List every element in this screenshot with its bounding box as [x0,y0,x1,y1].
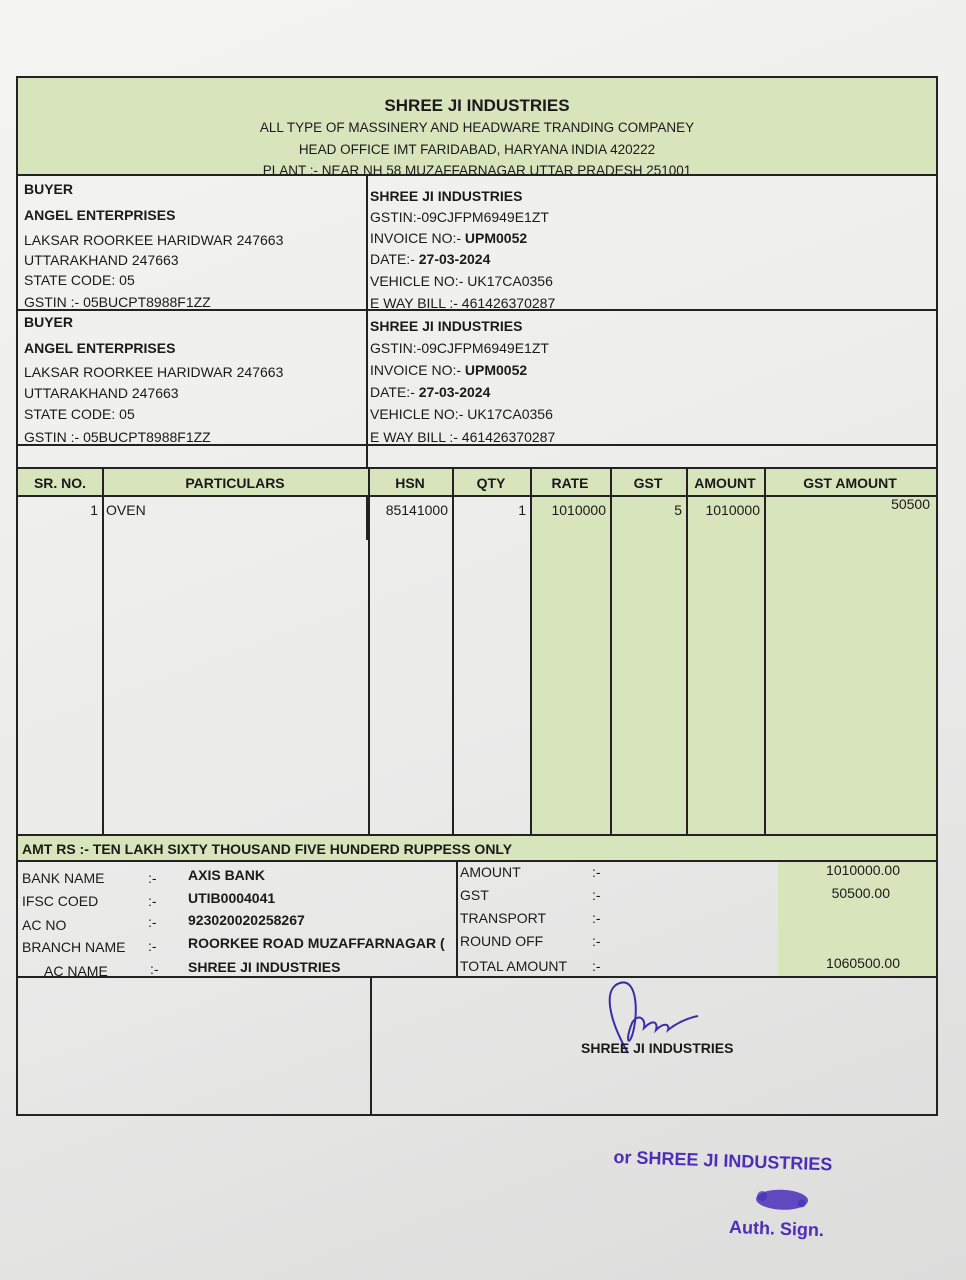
bank-name-value: AXIS BANK [188,867,266,883]
eway-bill: E WAY BILL :- 461426370287 [370,295,556,311]
divider [18,174,936,176]
table-header-amount: AMOUNT [694,475,756,491]
company-name: SHREE JI INDUSTRIES [384,96,570,115]
divider [686,469,688,835]
ac-name-label: AC NAME [44,963,108,979]
invoice-date-label: DATE:- [370,384,415,400]
invoice-number-label: INVOICE NO:- [370,230,462,246]
invoice [16,76,938,1116]
buyer-state-code: STATE CODE: 05 [24,272,135,288]
divider [368,469,370,835]
buyer-label: BUYER [24,181,74,197]
head-office: HEAD OFFICE IMT FARIDABAD, HARYANA INDIA 420222 [298,142,656,157]
amount-in-words: AMT RS :- TEN LAKH SIXTY THOUSAND FIVE HUNDERD RUPPESS ONLY [22,841,513,857]
total-gst-sep: :- [592,887,601,903]
buyer-name: ANGEL ENTERPRISES [24,340,176,356]
invoice-number [370,230,527,246]
authorized-stamp [610,1141,854,1259]
divider [456,860,458,978]
table-header-gst: GST [633,475,663,491]
buyer-address-line2: UTTARAKHAND 247663 [24,252,179,268]
vehicle-number: VEHICLE NO:- UK17CA0356 [370,273,553,289]
cell-hsn: 85141000 [385,502,448,518]
total-gst-value: 50500.00 [831,885,890,901]
divider [18,309,936,311]
total-amount-label: AMOUNT [460,864,521,880]
divider [18,444,936,446]
buyer-gstin: GSTIN :- 05BUCPT8988F1ZZ [24,294,211,310]
divider [370,976,372,1116]
stamp-company: or SHREE JI INDUSTRIES [613,1146,833,1175]
transport-label: TRANSPORT [460,910,547,926]
branch-name-sep: :- [148,938,157,954]
cell-amount: 1010000 [705,502,760,518]
vehicle-number: VEHICLE NO:- UK17CA0356 [370,406,553,422]
ac-name-sep: :- [150,961,159,977]
ac-no-value: 923020020258267 [188,912,305,928]
bank-name-label: BANK NAME [22,870,105,886]
ifsc-sep: :- [148,893,157,909]
table-header-sr-no: SR. NO. [33,475,87,491]
buyer-address-line1: LAKSAR ROORKEE HARIDWAR 247663 [24,232,284,248]
buyer-gstin: GSTIN :- 05BUCPT8988F1ZZ [24,429,211,445]
branch-name-value: ROORKEE ROAD MUZAFFARNAGAR ( [188,935,445,951]
eway-bill: E WAY BILL :- 461426370287 [370,429,556,445]
table-header-rate: RATE [551,475,589,491]
signature-company-name: SHREE JI INDUSTRIES [581,1040,734,1056]
total-amount-value: 1010000.00 [826,862,900,878]
stamp-auth-sign: Auth. Sign. [728,1216,825,1241]
seller-name: SHREE JI INDUSTRIES [370,188,523,204]
round-off-label: ROUND OFF [460,933,544,949]
table-header-qty: QTY [476,475,506,491]
table-header-gst-amount: GST AMOUNT [803,475,897,491]
ifsc-label: IFSC COED [22,893,99,909]
invoice-date-value: 27-03-2024 [418,384,491,400]
buyer-name: ANGEL ENTERPRISES [24,207,176,223]
table-green-columns [530,496,936,834]
cell-particulars: OVEN [106,502,146,518]
grand-total-sep: :- [592,958,601,974]
ac-no-sep: :- [148,914,157,930]
cell-rate: 1010000 [551,502,606,518]
invoice-number-value: UPM0052 [464,362,528,378]
branch-name-label: BRANCH NAME [22,939,126,955]
invoice-number-label: INVOICE NO:- [370,362,462,378]
buyer-label: BUYER [24,314,74,330]
company-tagline: ALL TYPE OF MASSINERY AND HEADWARE TRANDING COMPANEY [259,120,695,135]
grand-total-label: TOTAL AMOUNT [460,958,568,974]
buyer-address-line2: UTTARAKHAND 247663 [24,385,179,401]
buyer-address-line1: LAKSAR ROORKEE HARIDWAR 247663 [24,364,284,380]
transport-sep: :- [592,910,601,926]
divider [610,469,612,835]
plant-address: PLANT :- NEAR NH 58 MUZAFFARNAGAR UTTAR PRADESH 251001 [262,163,692,178]
invoice-number-value: UPM0052 [464,230,528,246]
ifsc-value: UTIB0004041 [188,890,276,906]
divider [452,469,454,835]
buyer-state-code: STATE CODE: 05 [24,406,135,422]
invoice-date [370,384,490,400]
cell-gst-amount: 50500 [891,496,930,512]
round-off-sep: :- [592,933,601,949]
seller-name: SHREE JI INDUSTRIES [370,318,523,334]
table-header-hsn: HSN [395,475,425,491]
invoice-number [370,362,527,378]
stamp-ink-blot [752,1184,813,1216]
total-amount-sep: :- [592,864,601,880]
divider [18,976,936,978]
divider [530,469,532,835]
bank-name-sep: :- [148,870,157,886]
invoice-date [370,251,490,267]
ac-name-value: SHREE JI INDUSTRIES [188,959,341,975]
cell-sr-no: 1 [90,502,98,518]
invoice-date-value: 27-03-2024 [418,251,491,267]
total-gst-label: GST [460,887,489,903]
seller-gstin: GSTIN:-09CJFPM6949E1ZT [370,209,549,225]
divider [102,469,104,835]
grand-total-value: 1060500.00 [826,955,900,971]
invoice-date-label: DATE:- [370,251,415,267]
cell-qty: 1 [518,502,526,518]
table-header-particulars: PARTICULARS [185,475,285,491]
divider [764,469,766,835]
ac-no-label: AC NO [22,917,67,933]
seller-gstin: GSTIN:-09CJFPM6949E1ZT [370,340,549,356]
cell-gst: 5 [674,502,682,518]
